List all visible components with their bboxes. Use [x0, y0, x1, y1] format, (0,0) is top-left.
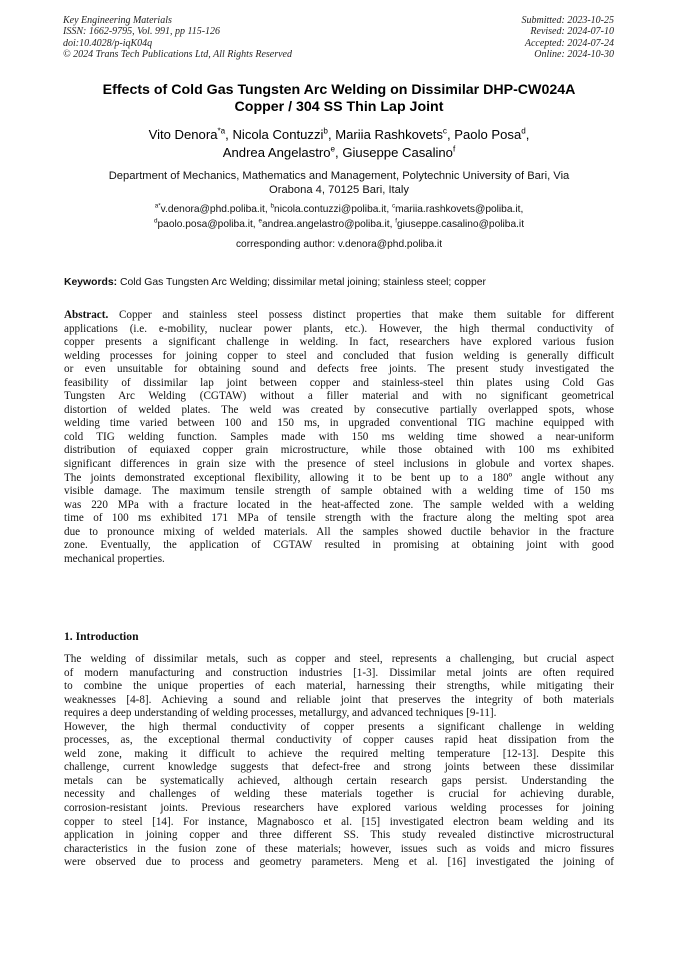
abstract-line: time of 100 ms exhibited 171 MPa of tensile strength with the fracture along the melting spot area — [64, 512, 614, 525]
author-name: Nicola Contuzzi — [232, 127, 324, 142]
author-separator: , — [225, 127, 233, 142]
abstract-line: significant differences in grain size with the presence of steel inclusions in globule and vortex shapes. — [64, 458, 614, 471]
email-mark: d — [153, 217, 158, 225]
email-list — [50, 203, 628, 232]
email-separator: , — [389, 218, 396, 230]
author-separator: , — [335, 145, 343, 160]
author-separator: , — [446, 127, 455, 142]
abstract — [64, 309, 614, 566]
abstract-line — [64, 309, 614, 323]
abstract-line-text: Copper and stainless steel possess distinct properties that make them suitable for different — [108, 309, 614, 321]
email-mark: b — [270, 202, 275, 210]
date-accepted: Accepted: 2024-07-24 — [524, 37, 614, 49]
author-line — [50, 126, 628, 144]
author — [232, 127, 335, 142]
author-mark: b — [323, 126, 328, 136]
abstract-line: welding time varied between 100 and 150 ms, in upgraded conventional TIG machine equipped with — [64, 417, 614, 430]
paragraph-line: metals can be systematically achieved, although certain research gaps persist. Understanding the — [64, 774, 614, 787]
affiliation-line: Department of Mechanics, Mathematics and Management, Polytechnic University of Bari, Via — [108, 170, 570, 182]
email-separator: , — [264, 204, 271, 215]
paragraph-line: weld zone, making it difficult to achieve the required melting temperature [12-13]. Despite this — [64, 747, 614, 760]
author-list — [50, 126, 628, 162]
author-separator: , — [525, 127, 530, 142]
title-line: Copper / 304 SS Thin Lap Joint — [234, 99, 444, 115]
paragraph-line: necessity and challenges of welding these materials together is crucial for achieving durable, — [64, 788, 614, 801]
abstract-line: mechanical properties. — [64, 552, 165, 565]
paragraph-line: to combine the unique properties of each material, harnessing their strengths, while mitigating their — [64, 680, 614, 693]
section-heading-introduction: 1. Introduction — [64, 630, 139, 643]
paragraph-line: processes, as, the exceptional thermal conductivity of copper causes rapid heat dissipation from the — [64, 734, 614, 747]
author-mark: c — [442, 126, 447, 136]
affiliation — [50, 169, 628, 198]
author — [335, 127, 454, 142]
email — [155, 204, 271, 215]
author-mark: e — [330, 144, 336, 154]
keywords — [64, 276, 624, 289]
abstract-line: cold TIG welding function. Samples made with 150 ms welding time showed a near-uniform — [64, 430, 614, 443]
paragraph-line: The welding of dissimilar metals, such as copper and steel, represents a challenging, but crucial aspect — [64, 653, 614, 665]
abstract-line: or even unsuitable for obtaining sound and defects free joints. The present study investigated the — [64, 363, 614, 376]
abstract-line: welding processes for joining copper to steel and concluded that fusion welding is generally difficult — [64, 349, 614, 362]
abstract-line: was 220 MPa with a fracture located in the heat-affected zone. The sample welded with a welding — [64, 498, 614, 511]
introduction-text — [64, 653, 614, 870]
author — [149, 127, 233, 142]
email — [395, 219, 524, 230]
journal-header-right — [414, 15, 614, 61]
journal-issn: ISSN: 1662-9795, Vol. 991, pp 115-126 — [63, 26, 221, 38]
paper-title — [50, 82, 628, 116]
abstract-line: distortion of welded plates. The weld was created by consecutive partially overlapped spots, whose — [64, 403, 614, 416]
date-submitted: Submitted: 2023-10-25 — [521, 15, 614, 26]
email-separator: , — [520, 204, 524, 215]
abstract-label: Abstract. — [64, 309, 109, 321]
keywords-label: Keywords: — [64, 277, 118, 288]
abstract-line: copper presents a significant challenge in welding. In fact, researchers have explored various fusion — [64, 336, 614, 349]
corresponding-author: corresponding author: v.denora@phd.poliba.it — [235, 239, 443, 250]
paragraph-line: However, the high thermal conductivity of copper presents a significant challenge in welding — [64, 720, 614, 733]
email-mark: c — [392, 202, 396, 210]
abstract-line: Tungsten Arc Welding (CGTAW) without a filler material and with no significant geometrical — [64, 390, 614, 403]
email-address[interactable]: mariia.rashkovets@poliba.it — [395, 204, 521, 215]
email-address[interactable]: giuseppe.casalino@poliba.it — [397, 218, 525, 230]
abstract-line: zone. Eventually, the application of CGTAW resulted in promising at obtaining joint with good — [64, 539, 614, 552]
author-name: Vito Denora — [148, 127, 218, 142]
abstract-line: The joints demonstrated exceptional flexibility, allowing it to be bent up to a 180º angle without any — [64, 471, 614, 484]
abstract-line: due to pronounce mixing of welded materials. All the samples showed ductile behavior in the fracture — [64, 525, 614, 538]
author — [223, 145, 343, 160]
abstract-line: applications (i.e. e-mobility, nuclear power plants, etc.). However, the high thermal conductivity of — [64, 322, 614, 335]
journal-name: Key Engineering Materials — [63, 15, 172, 26]
paragraph-line: were observed due to process and geometry parameters. Meng et al. [16] investigated the joining of — [64, 856, 614, 869]
email-mark: e — [258, 217, 262, 225]
journal-header-left — [63, 15, 393, 61]
email-line — [50, 218, 628, 233]
paragraph-line: corrosion-resistant joints. Previous researchers have explored various welding processes for joining — [64, 802, 614, 815]
paragraph-line: characteristics in the fusion zone of these materials; however, issues such as voids and micro fissures — [64, 842, 614, 855]
email-mark: a* — [154, 202, 161, 210]
paragraph-line: copper to steel [14]. For instance, Magnabosco et al. [15] investigated electron beam welding and its — [64, 815, 614, 828]
journal-doi: doi:10.4028/p-iqK04q — [63, 37, 153, 49]
author — [342, 145, 455, 160]
author-mark: *a — [217, 126, 226, 136]
email — [154, 219, 259, 230]
journal-copyright: © 2024 Trans Tech Publications Ltd, All Rights Reserved — [63, 49, 292, 61]
email-separator: , — [252, 218, 259, 230]
author-name: Giuseppe Casalino — [342, 145, 453, 160]
abstract-line: distribution of equiaxed copper grain microstructure, while those obtained with 100 ms exhibited — [64, 444, 614, 457]
email — [271, 204, 392, 215]
keywords-text: Cold Gas Tungsten Arc Welding; dissimilar metal joining; stainless steel; copper — [117, 277, 486, 288]
abstract-line: visible damage. The maximum tensile strength of sample obtained with a welding time of 150 ms — [64, 485, 614, 498]
paragraph-line: challenge, current knowledge suggests that defect-free and strong joints between these dissimilar — [64, 761, 614, 774]
title-line: Effects of Cold Gas Tungsten Arc Welding on Dissimilar DHP-CW024A — [102, 82, 576, 98]
email-address[interactable]: andrea.angelastro@poliba.it — [261, 218, 390, 230]
author-separator: , — [327, 127, 336, 142]
author-name: Paolo Posa — [454, 127, 522, 142]
email-address[interactable]: paolo.posa@poliba.it — [157, 218, 253, 230]
paragraph-line: application in joining copper and three different SS. This study revealed distinctive microstructural — [64, 829, 614, 842]
email — [258, 217, 398, 230]
author-line — [50, 144, 628, 162]
email-mark: f — [395, 217, 398, 225]
paragraph-line: weaknesses [4-8]. Achieving a sound and reliable joint that preserves the integrity of both materials — [64, 693, 614, 706]
email-line — [50, 203, 628, 218]
paragraph-line: of modern manufacturing and construction industries [1-3]. Dissimilar metal joints are often required — [64, 666, 614, 679]
email-separator: , — [386, 204, 392, 215]
author-name: Mariia Rashkovets — [335, 127, 443, 142]
date-revised: Revised: 2024-07-10 — [530, 26, 614, 38]
email-address[interactable]: v.denora@phd.poliba.it — [160, 204, 265, 215]
email — [392, 204, 523, 215]
author — [454, 127, 529, 142]
abstract-line: feasibility of dissimilar lap joint between copper and stainless-steel thin plates using Cold Gas — [64, 376, 614, 389]
affiliation-line: Orabona 4, 70125 Bari, Italy — [269, 184, 409, 197]
date-online: Online: 2024-10-30 — [534, 49, 614, 61]
email-address[interactable]: nicola.contuzzi@poliba.it — [274, 204, 387, 215]
author-mark: d — [521, 126, 526, 136]
paragraph-line: requires a deep understanding of welding processes, metallurgy, and advanced techniques [9-11]. — [64, 707, 497, 720]
author-mark: f — [452, 144, 456, 154]
author-name: Andrea Angelastro — [222, 145, 331, 160]
